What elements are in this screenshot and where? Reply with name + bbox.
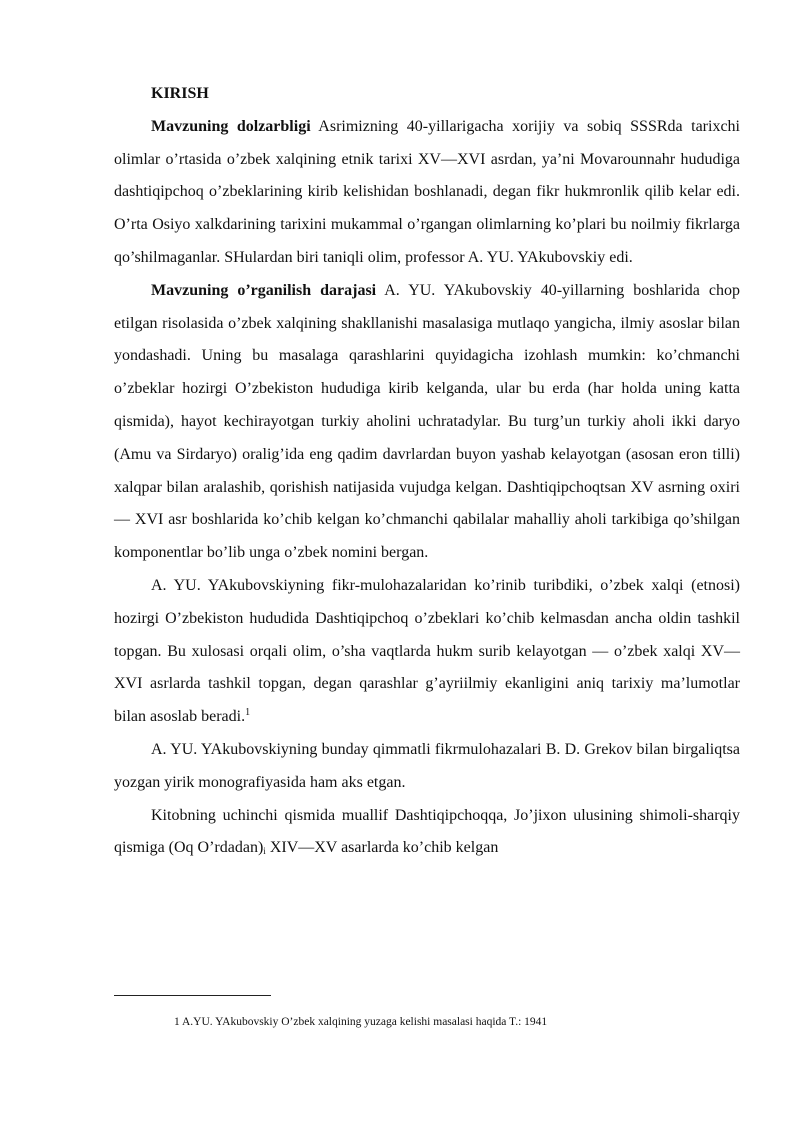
paragraph-conclusion bbox=[114, 570, 740, 734]
footnote-reference[interactable]: 1 bbox=[245, 707, 251, 719]
document-body bbox=[114, 78, 740, 865]
paragraph-study-level bbox=[114, 275, 740, 570]
paragraph-text: A. YU. YAkubovskiyning bunday qimmatli fikrmulohazalari B. D. Grekov bilan birgaliqtsa yozgan yirik monografiyasida ham aks etgan. bbox=[114, 740, 740, 791]
paragraph-monograph bbox=[114, 734, 740, 800]
footnote: 1 A.YU. YAkubovskiy O’zbek xalqining yuzaga kelishi masalasi haqida T.: 1941 bbox=[174, 1016, 548, 1028]
paragraph-book-part bbox=[114, 800, 740, 866]
paragraph-relevance bbox=[114, 111, 740, 275]
paragraph-lead: Mavzuning dolzarbligi bbox=[151, 117, 311, 135]
footnote-separator bbox=[114, 995, 271, 996]
section-heading: KIRISH bbox=[151, 85, 209, 102]
paragraph-text: XIV—XV asarlarda ko’chib kelgan bbox=[265, 839, 499, 857]
subscript-mark: i bbox=[263, 846, 266, 857]
paragraph-text: A. YU. YAkubovskiyning fikr-mulohazalaridan ko’rinib turibdiki, o’zbek xalqi (etnosi) hozirgi O’zbekiston hududida Dashtiqipchoq o’zbeklari ko’chib kelmasdan ancha oldin tashkil topgan. Bu xulosasi orqali olim, o’sha vaqtlarda hukm surib kelayotgan — o’zbek xalqi XV—XVI asrlarda tashkil topgan, degan qarashlar g’ayriilmiy ekanligini aniq tarixiy ma’lumotlar bilan asoslab beradi. bbox=[114, 576, 740, 726]
paragraph-text: Kitobning uchinchi qismida muallif Dashtiqipchoqqa, Jo’jixon ulusining shimoli-sharqiy qismiga (Oq O’rdadan) bbox=[114, 806, 740, 857]
paragraph-text: A. YU. YAkubovskiy 40-yillarning boshlarida chop etilgan risolasida o’zbek xalqining shakllanishi masalasiga mutlaqo yangicha, ilmiy asoslar bilan yondashadi. Uning bu masalaga qarashlarini quyidagicha izohlash mumkin: ko’chmanchi o’zbeklar hozirgi O’zbekiston hududiga kirib kelganda, ular bu erda (har holda uning katta qismida), hayot kechirayotgan turkiy aholini uchratadylar. Bu turg’un turkiy aholi ikki daryo (Amu va Sirdaryo) oralig’ida eng qadim davrlardan buyon yashab kelayotgan (asosan eron tilli) xalqpar bilan aralashib, qorishish natijasida vujudga kelgan. Dashtiqipchoqtsan XV asrning oxiri — XVI asr boshlarida ko’chib kelgan ko’chmanchi qabilalar mahalliy aholi tarkibiga qo’shilgan komponentlar bo’lib unga o’zbek nomini bergan. bbox=[114, 281, 740, 562]
paragraph-lead: Mavzuning o’rganilish darajasi bbox=[151, 281, 377, 299]
paragraph-text: Asrimizning 40-yillarigacha xorijiy va sobiq SSSRda tarixchi olimlar o’rtasida o’zbek xalqining etnik tarixi XV—XVI asrdan, ya’ni Movarounnahr hududiga dashtiqipchoq o’zbeklarining kirib kelishidan boshlanadi, degan fikr hukmronlik qilib kelar edi. O’rta Osiyo xalkdarining tarixini mukammal o’rgangan olimlarning ko’plari bu noilmiy fikrlarga qo’shilmaganlar. SHulardan biri taniqli olim, professor A. YU. YAkubovskiy edi. bbox=[114, 117, 741, 266]
